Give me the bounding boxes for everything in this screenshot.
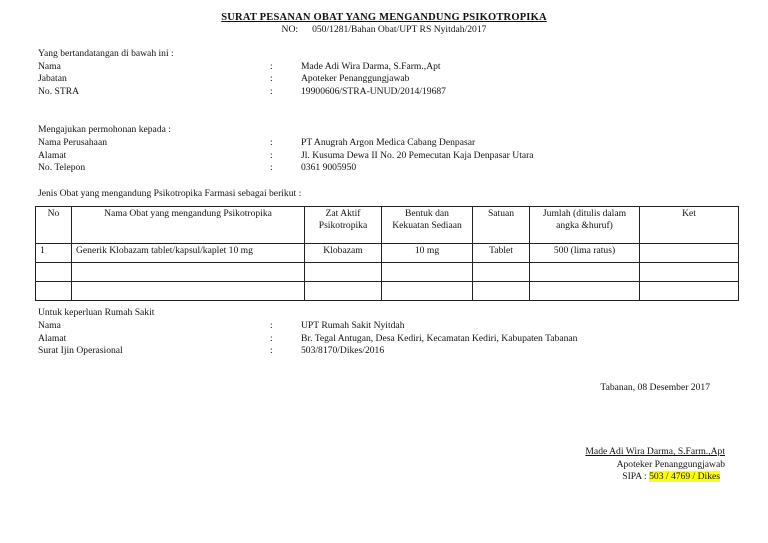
table-cell: Klobazam — [305, 244, 382, 263]
sipa-label: SIPA : — [622, 471, 647, 482]
document-number — [0, 24, 768, 36]
field-value: 503/8170/Dikes/2016 — [301, 345, 385, 356]
table-cell — [72, 263, 305, 282]
table-cell — [640, 282, 739, 301]
field-label: No. STRA — [38, 86, 80, 97]
signatory-stra-row: No. STRA : 19900606/STRA-UNUD/2014/19687 — [38, 86, 446, 97]
field-value: Jl. Kusuma Dewa II No. 20 Pemecutan Kaja Denpasar Utara — [301, 150, 534, 161]
field-value: Made Adi Wira Darma, S.Farm.,Apt — [301, 61, 441, 72]
field-label: Alamat — [38, 150, 67, 161]
signatory-position-row: Jabatan : Apoteker Penanggungjawab — [38, 73, 410, 84]
signer-name: Made Adi Wira Darma, S.Farm.,Apt — [585, 446, 725, 457]
field-value: PT Anugrah Argon Medica Cabang Denpasar — [301, 137, 476, 148]
field-value: Br. Tegal Antugan, Desa Kediri, Kecamatan Kediri, Kabupaten Tabanan — [301, 333, 578, 344]
column-header: Nama Obat yang mengandung Psikotropika — [72, 207, 305, 244]
field-value: UPT Rumah Sakit Nyitdah — [301, 320, 405, 331]
table-cell — [382, 282, 473, 301]
table-cell — [36, 282, 72, 301]
table-cell: 10 mg — [382, 244, 473, 263]
column-header: Satuan — [473, 207, 530, 244]
table-cell — [473, 282, 530, 301]
field-label: Alamat — [38, 333, 67, 344]
signer-title: Apoteker Penanggungjawab — [616, 459, 725, 470]
supplier-address-row: Alamat : Jl. Kusuma Dewa II No. 20 Pemecutan Kaja Denpasar Utara — [38, 150, 534, 161]
table-row — [36, 244, 739, 263]
field-label: Surat Ijin Operasional — [38, 345, 123, 356]
place-date: Tabanan, 08 Desember 2017 — [600, 382, 710, 393]
field-value: 0361 9005950 — [301, 162, 357, 173]
table-row — [36, 282, 739, 301]
table-cell: Generik Klobazam tablet/kapsul/kaplet 10 mg — [72, 244, 305, 263]
table-header-row — [36, 207, 739, 244]
field-label: Nama Perusahaan — [38, 137, 107, 148]
table-cell — [473, 263, 530, 282]
medicine-table — [35, 206, 739, 301]
field-value: Apoteker Penanggungjawab — [301, 73, 410, 84]
column-header: Ket — [640, 207, 739, 244]
table-cell — [530, 263, 640, 282]
table-cell: 1 — [36, 244, 72, 263]
field-label: Jabatan — [38, 73, 67, 84]
document-title: SURAT PESANAN OBAT YANG MENGANDUNG PSIKOTROPIKA — [221, 12, 547, 23]
field-label: No. Telepon — [38, 162, 86, 173]
table-cell — [305, 263, 382, 282]
field-label: Nama — [38, 320, 61, 331]
column-header: Zat Aktif Psikotropika — [305, 207, 382, 244]
table-cell: Tablet — [473, 244, 530, 263]
table-row — [36, 263, 739, 282]
table-cell — [530, 282, 640, 301]
document-number-label: NO: — [281, 24, 299, 35]
column-header: Jumlah (ditulis dalam angka &huruf) — [530, 207, 640, 244]
field-value: 19900606/STRA-UNUD/2014/19687 — [301, 86, 446, 97]
hospital-name-row: Nama : UPT Rumah Sakit Nyitdah — [38, 320, 405, 331]
sipa-line — [622, 471, 720, 483]
table-cell — [382, 263, 473, 282]
hospital-address-row: Alamat : Br. Tegal Antugan, Desa Kediri, Kecamatan Kediri, Kabupaten Tabanan — [38, 333, 578, 344]
signatory-intro: Yang bertandatangan di bawah ini : — [38, 48, 174, 59]
table-cell — [305, 282, 382, 301]
table-cell — [640, 244, 739, 263]
hospital-license-row: Surat Ijin Operasional : 503/8170/Dikes/2016 — [38, 345, 385, 356]
field-label: Nama — [38, 61, 61, 72]
table-cell — [36, 263, 72, 282]
sipa-value: 503 / 4769 / Dikes — [649, 471, 720, 482]
column-header: No — [36, 207, 72, 244]
hospital-intro: Untuk keperluan Rumah Sakit — [38, 307, 155, 318]
supplier-phone-row: No. Telepon : 0361 9005950 — [38, 162, 357, 173]
signatory-name-row: Nama : Made Adi Wira Darma, S.Farm.,Apt — [38, 61, 441, 72]
supplier-intro: Mengajukan permohonan kepada : — [38, 124, 171, 135]
table-cell: 500 (lima ratus) — [530, 244, 640, 263]
document-number-value: 050/1281/Bahan Obat/UPT RS Nyitdah/2017 — [312, 24, 487, 35]
supplier-company-row: Nama Perusahaan : PT Anugrah Argon Medica Cabang Denpasar — [38, 137, 476, 148]
table-cell — [640, 263, 739, 282]
column-header: Bentuk dan Kekuatan Sediaan — [382, 207, 473, 244]
items-intro: Jenis Obat yang mengandung Psikotropika Farmasi sebagai berikut : — [38, 188, 302, 199]
table-cell — [72, 282, 305, 301]
